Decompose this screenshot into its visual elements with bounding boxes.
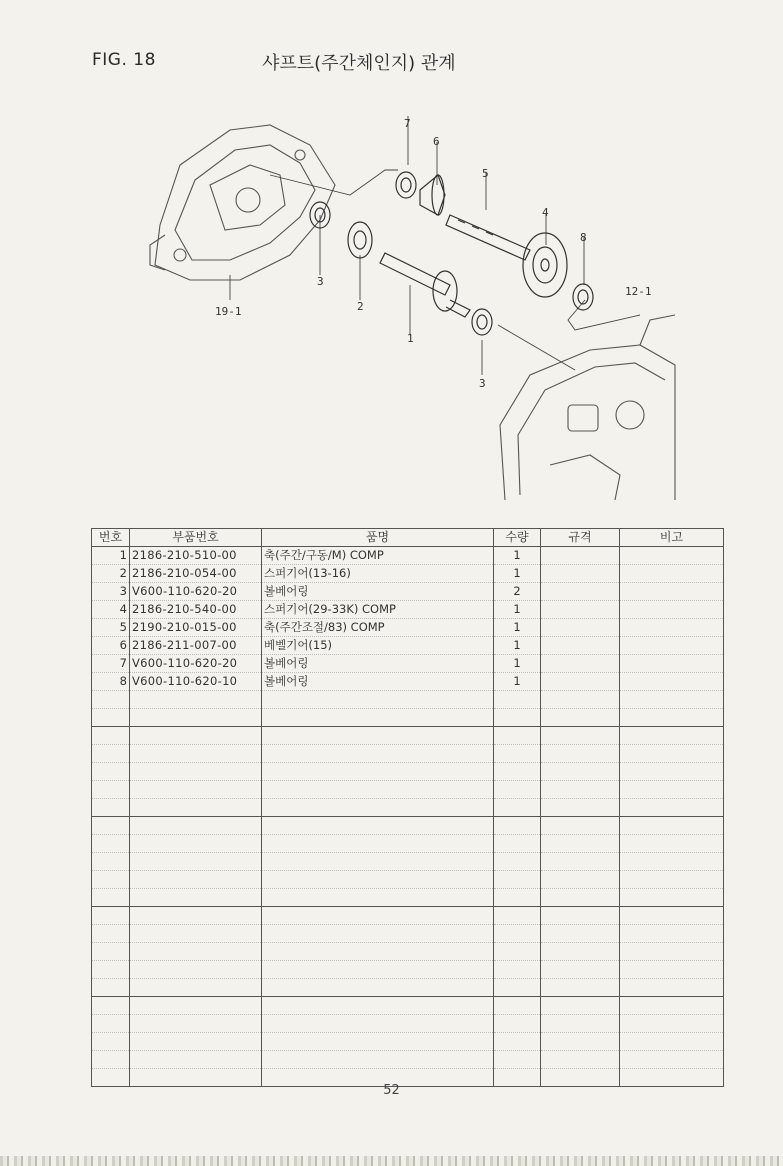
cell-spec [541, 979, 620, 997]
cell-part-number [130, 691, 262, 709]
cell-quantity [494, 871, 541, 889]
cell-quantity [494, 907, 541, 925]
cell-part-number [130, 799, 262, 817]
cell-part-name [262, 907, 494, 925]
cell-part-name: 스퍼기어(13-16) [262, 565, 494, 583]
cell-quantity [494, 691, 541, 709]
cell-part-name [262, 691, 494, 709]
cell-part-number: 2190-210-015-00 [130, 619, 262, 637]
cell-part-number [130, 907, 262, 925]
cell-part-number [130, 817, 262, 835]
cell-quantity: 1 [494, 673, 541, 691]
cell-quantity [494, 727, 541, 745]
empty-table-row [92, 781, 724, 799]
cell-spec [541, 601, 620, 619]
cell-no [92, 871, 130, 889]
cell-quantity [494, 745, 541, 763]
header-no: 번호 [92, 529, 130, 547]
parts-table [91, 528, 724, 1087]
cell-spec [541, 1015, 620, 1033]
cell-no [92, 799, 130, 817]
cell-part-number [130, 979, 262, 997]
header-part-name: 품명 [262, 529, 494, 547]
cell-part-number: 2186-210-540-00 [130, 601, 262, 619]
cell-spec [541, 673, 620, 691]
cell-quantity [494, 925, 541, 943]
cell-remarks [620, 727, 724, 745]
cell-part-name: 축(주간조절/83) COMP [262, 619, 494, 637]
callout-5: 5 [482, 167, 489, 180]
empty-table-row [92, 1015, 724, 1033]
cell-part-name [262, 889, 494, 907]
cell-quantity: 1 [494, 601, 541, 619]
drive-shaft-1 [380, 253, 470, 317]
callout-3-right: 3 [479, 377, 486, 390]
cell-part-name [262, 817, 494, 835]
bevel-gear-6 [420, 175, 445, 215]
cell-no: 8 [92, 673, 130, 691]
callout-6: 6 [433, 135, 440, 148]
cell-remarks [620, 565, 724, 583]
table-row [92, 565, 724, 583]
figure-label: FIG. 18 [92, 50, 156, 70]
cell-remarks [620, 1033, 724, 1051]
cell-no [92, 727, 130, 745]
leader-lines [230, 116, 640, 375]
cell-quantity [494, 889, 541, 907]
cell-part-number [130, 943, 262, 961]
cell-part-number [130, 997, 262, 1015]
scan-edge-artifact [0, 1156, 783, 1166]
cell-remarks [620, 979, 724, 997]
empty-table-row [92, 979, 724, 997]
right-housing-illustration [500, 315, 675, 500]
empty-table-row [92, 799, 724, 817]
cell-no [92, 943, 130, 961]
cell-part-name [262, 925, 494, 943]
cell-part-name [262, 745, 494, 763]
cell-remarks [620, 763, 724, 781]
cell-quantity [494, 1015, 541, 1033]
cell-remarks [620, 1015, 724, 1033]
cell-part-number: V600-110-620-20 [130, 583, 262, 601]
cell-spec [541, 961, 620, 979]
cell-no: 5 [92, 619, 130, 637]
cell-remarks [620, 619, 724, 637]
table-row [92, 601, 724, 619]
cell-no [92, 979, 130, 997]
cell-remarks [620, 691, 724, 709]
empty-table-row [92, 763, 724, 781]
cell-remarks [620, 655, 724, 673]
empty-table-row [92, 907, 724, 925]
cell-part-name [262, 763, 494, 781]
cell-part-number: 2186-210-510-00 [130, 547, 262, 565]
cell-no: 7 [92, 655, 130, 673]
cell-no: 3 [92, 583, 130, 601]
shaft-5 [446, 215, 530, 260]
left-housing-illustration [150, 125, 335, 280]
cell-quantity: 1 [494, 565, 541, 583]
callout-7: 7 [404, 117, 411, 130]
cell-part-number [130, 1015, 262, 1033]
empty-table-row [92, 835, 724, 853]
callout-3-left: 3 [317, 275, 324, 288]
cell-spec [541, 619, 620, 637]
header-spec: 규격 [541, 529, 620, 547]
figure-title: 샤프트(주간체인지) 관계 [262, 53, 456, 74]
empty-table-row [92, 997, 724, 1015]
cell-remarks [620, 961, 724, 979]
cell-no: 6 [92, 637, 130, 655]
callout-8: 8 [580, 231, 587, 244]
cell-spec [541, 799, 620, 817]
empty-table-row [92, 889, 724, 907]
cell-part-number [130, 1051, 262, 1069]
cell-no [92, 1033, 130, 1051]
cell-quantity [494, 835, 541, 853]
cell-part-name [262, 1015, 494, 1033]
table-row [92, 673, 724, 691]
spur-gear-2 [348, 222, 372, 258]
cell-part-name [262, 853, 494, 871]
cell-spec [541, 709, 620, 727]
cell-part-name [262, 1051, 494, 1069]
empty-table-row [92, 871, 724, 889]
bearing-7 [396, 172, 416, 198]
cell-part-number [130, 1033, 262, 1051]
cell-no [92, 835, 130, 853]
page-number: 52 [383, 1083, 400, 1098]
cell-part-name: 볼베어링 [262, 673, 494, 691]
cell-remarks [620, 1051, 724, 1069]
cell-part-number [130, 961, 262, 979]
cell-no: 2 [92, 565, 130, 583]
cell-no [92, 745, 130, 763]
cell-quantity: 1 [494, 619, 541, 637]
cell-no [92, 961, 130, 979]
cell-part-name: 스퍼기어(29-33K) COMP [262, 601, 494, 619]
cell-remarks [620, 925, 724, 943]
cell-part-name: 볼베어링 [262, 583, 494, 601]
cell-part-name [262, 781, 494, 799]
cell-spec [541, 565, 620, 583]
cell-part-name [262, 727, 494, 745]
diagram-callouts [215, 117, 652, 390]
cell-spec [541, 781, 620, 799]
cell-spec [541, 871, 620, 889]
cell-part-name [262, 709, 494, 727]
cell-part-name [262, 1033, 494, 1051]
cell-part-number: 2186-211-007-00 [130, 637, 262, 655]
cell-no [92, 1051, 130, 1069]
cell-spec [541, 925, 620, 943]
cell-remarks [620, 871, 724, 889]
cell-remarks [620, 781, 724, 799]
empty-table-row [92, 817, 724, 835]
cell-remarks [620, 601, 724, 619]
cell-no [92, 691, 130, 709]
cell-spec [541, 997, 620, 1015]
cell-no [92, 997, 130, 1015]
cell-part-number [130, 853, 262, 871]
cell-part-number [130, 763, 262, 781]
cell-spec [541, 547, 620, 565]
cell-quantity [494, 979, 541, 997]
cell-remarks [620, 907, 724, 925]
cell-part-name [262, 979, 494, 997]
cell-quantity [494, 997, 541, 1015]
cell-quantity [494, 943, 541, 961]
cell-spec [541, 691, 620, 709]
cell-remarks [620, 835, 724, 853]
cell-part-number [130, 781, 262, 799]
cell-no [92, 925, 130, 943]
cell-quantity [494, 799, 541, 817]
cell-remarks [620, 943, 724, 961]
cell-spec [541, 1033, 620, 1051]
table-row [92, 619, 724, 637]
cell-part-number: V600-110-620-10 [130, 673, 262, 691]
cell-part-name: 축(주간/구동/M) COMP [262, 547, 494, 565]
cell-remarks [620, 637, 724, 655]
parts-table-body [92, 547, 724, 1087]
cell-quantity [494, 1051, 541, 1069]
callout-4: 4 [542, 206, 549, 219]
cell-remarks [620, 853, 724, 871]
cell-spec [541, 727, 620, 745]
cell-no [92, 1015, 130, 1033]
cell-remarks [620, 673, 724, 691]
cell-no [92, 889, 130, 907]
cell-spec [541, 817, 620, 835]
cell-part-number [130, 889, 262, 907]
cell-quantity [494, 961, 541, 979]
cell-quantity [494, 853, 541, 871]
cell-remarks [620, 709, 724, 727]
cell-spec [541, 889, 620, 907]
bearing-8 [573, 284, 593, 310]
empty-table-row [92, 691, 724, 709]
cell-part-number [130, 709, 262, 727]
cell-part-number [130, 871, 262, 889]
table-row [92, 583, 724, 601]
cell-part-number: 2186-210-054-00 [130, 565, 262, 583]
empty-table-row [92, 1051, 724, 1069]
cell-part-name [262, 835, 494, 853]
cell-part-number: V600-110-620-20 [130, 655, 262, 673]
table-row [92, 637, 724, 655]
cell-no [92, 907, 130, 925]
cell-spec [541, 907, 620, 925]
cell-part-name [262, 997, 494, 1015]
cell-quantity: 1 [494, 655, 541, 673]
cell-spec [541, 655, 620, 673]
bearing-3-right [472, 309, 492, 335]
callout-1: 1 [407, 332, 414, 345]
cell-part-name [262, 871, 494, 889]
cell-no [92, 853, 130, 871]
cell-remarks [620, 745, 724, 763]
cell-spec [541, 853, 620, 871]
empty-table-row [92, 1033, 724, 1051]
empty-table-row [92, 709, 724, 727]
callout-12-1: 12-1 [625, 285, 652, 298]
cell-no [92, 763, 130, 781]
cell-part-number [130, 727, 262, 745]
table-header-row [92, 529, 724, 547]
cell-remarks [620, 547, 724, 565]
cell-part-number [130, 835, 262, 853]
cell-part-name: 볼베어링 [262, 655, 494, 673]
header-remarks: 비고 [620, 529, 724, 547]
header-part-number: 부품번호 [130, 529, 262, 547]
cell-part-name [262, 943, 494, 961]
table-row [92, 547, 724, 565]
cell-remarks [620, 799, 724, 817]
cell-spec [541, 637, 620, 655]
cell-quantity [494, 709, 541, 727]
empty-table-row [92, 727, 724, 745]
cell-remarks [620, 817, 724, 835]
cell-spec [541, 745, 620, 763]
empty-table-row [92, 961, 724, 979]
cell-quantity: 1 [494, 547, 541, 565]
cell-no: 1 [92, 547, 130, 565]
empty-table-row [92, 943, 724, 961]
cell-part-name [262, 799, 494, 817]
cell-spec [541, 835, 620, 853]
callout-19-1: 19-1 [215, 305, 242, 318]
cell-remarks [620, 997, 724, 1015]
cell-remarks [620, 583, 724, 601]
spur-gear-4 [523, 233, 567, 297]
cell-quantity: 1 [494, 637, 541, 655]
empty-table-row [92, 853, 724, 871]
cell-quantity [494, 781, 541, 799]
cell-remarks [620, 889, 724, 907]
cell-no [92, 781, 130, 799]
header-quantity: 수량 [494, 529, 541, 547]
table-row [92, 655, 724, 673]
cell-quantity [494, 817, 541, 835]
cell-no [92, 709, 130, 727]
empty-table-row [92, 745, 724, 763]
cell-spec [541, 1051, 620, 1069]
cell-spec [541, 583, 620, 601]
cell-part-number [130, 745, 262, 763]
cell-part-name [262, 961, 494, 979]
cell-spec [541, 943, 620, 961]
cell-no [92, 817, 130, 835]
cell-no: 4 [92, 601, 130, 619]
cell-quantity [494, 763, 541, 781]
empty-table-row [92, 925, 724, 943]
cell-quantity [494, 1033, 541, 1051]
cell-part-name: 베벨기어(15) [262, 637, 494, 655]
cell-part-number [130, 925, 262, 943]
callout-2: 2 [357, 300, 364, 313]
cell-spec [541, 763, 620, 781]
exploded-parts-diagram [120, 105, 680, 505]
cell-quantity: 2 [494, 583, 541, 601]
